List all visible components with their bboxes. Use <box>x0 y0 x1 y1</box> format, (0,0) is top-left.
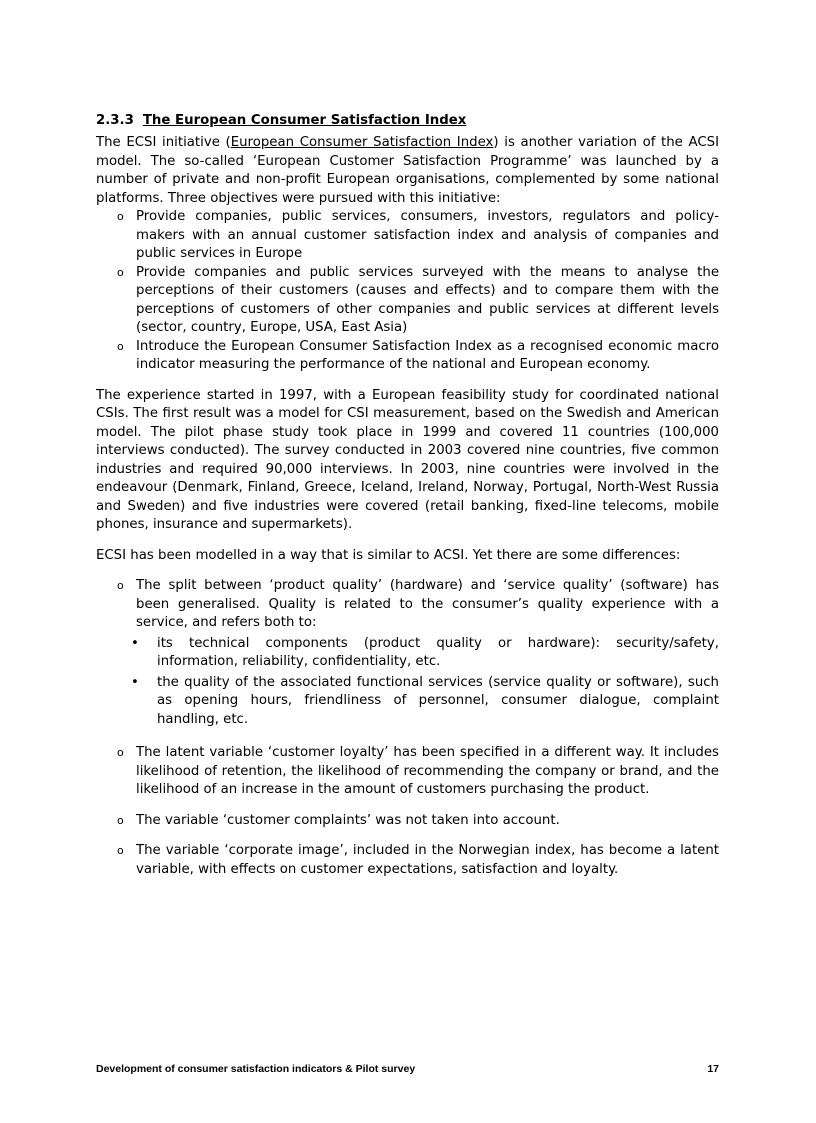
difference-item: o The latent variable ‘customer loyalty’ has been specified in a different way. It includes likelihood of retention, the likelihood of recommending the company or brand, and the likelihood of an increase in the amount of customers purchasing the product. <box>96 744 719 800</box>
objective-item: o Introduce the European Consumer Satisfaction Index as a recognised economic macro indicator measuring the performance of the national and European economy. <box>96 338 719 375</box>
document-page <box>96 112 719 879</box>
section-heading <box>96 112 719 130</box>
difference-item: o The variable ‘corporate image’, included in the Norwegian index, has become a latent variable, with effects on customer expectations, satisfaction and loyalty. <box>96 842 719 879</box>
ecsi-link[interactable]: European Consumer Satisfaction Index <box>230 135 494 150</box>
sub-list-item: • its technical components (product quality or hardware): security/safety, information, reliability, confidentiality, etc. <box>131 635 719 672</box>
intro-text-before: The ECSI initiative ( <box>96 135 231 150</box>
differences-intro: ECSI has been modelled in a way that is similar to ACSI. Yet there are some differences: <box>96 547 681 563</box>
intro-paragraph <box>96 134 719 208</box>
experience-paragraph: The experience started in 1997, with a European feasibility study for coordinated national CSIs. The first result was a model for CSI measurement, based on the Swedish and American model. The pilot phase study took place in 1999 and covered 11 countries (100,000 interviews conducted). The survey conducted in 2003 covered nine countries, five common industries and required 90,000 interviews. In 2003, nine countries were involved in the endeavour (Denmark, Finland, Greece, Iceland, Ireland, Norway, Portugal, North-West Russia and Sweden) and five industries were covered (retail banking, fixed-line telecoms, mobile phones, insurance and supermarkets). <box>96 387 719 532</box>
page-number: 17 <box>707 1063 719 1075</box>
quality-sub-list <box>131 635 719 730</box>
difference-quality-text: The split between ‘product quality’ (hardware) and ‘service quality’ (software) has been generalised. Quality is related to the consumer’s quality experience with a service, and refers both to: <box>136 578 719 630</box>
intro-text-after: ) is another variation of the ACSI model. The so-called ‘European Customer Satisfaction Programme’ was launched by a number of private and non-profit European organisations, complemented by some national platforms. Three objectives were pursued with this initiative: <box>96 135 719 206</box>
difference-item <box>96 577 719 729</box>
objectives-list <box>96 208 719 375</box>
differences-list <box>96 577 719 879</box>
sub-list-item: • the quality of the associated functional services (service quality or software), such as opening hours, friendliness of personnel, consumer dialogue, complaint handling, etc. <box>131 674 719 730</box>
section-number: 2.3.3 <box>96 113 134 128</box>
footer-title: Development of consumer satisfaction indicators & Pilot survey <box>96 1063 416 1075</box>
objective-item: o Provide companies, public services, consumers, investors, regulators and policy-makers with an annual customer satisfaction index and analysis of companies and public services in Europe <box>96 208 719 264</box>
difference-item: o The variable ‘customer complaints’ was not taken into account. <box>96 812 719 831</box>
objective-item: o Provide companies and public services surveyed with the means to analyse the perceptions of their customers (causes and effects) and to compare them with the perceptions of customers of other companies and public services at different levels (sector, country, Europe, USA, East Asia) <box>96 264 719 338</box>
section-title: The European Consumer Satisfaction Index <box>142 113 467 128</box>
